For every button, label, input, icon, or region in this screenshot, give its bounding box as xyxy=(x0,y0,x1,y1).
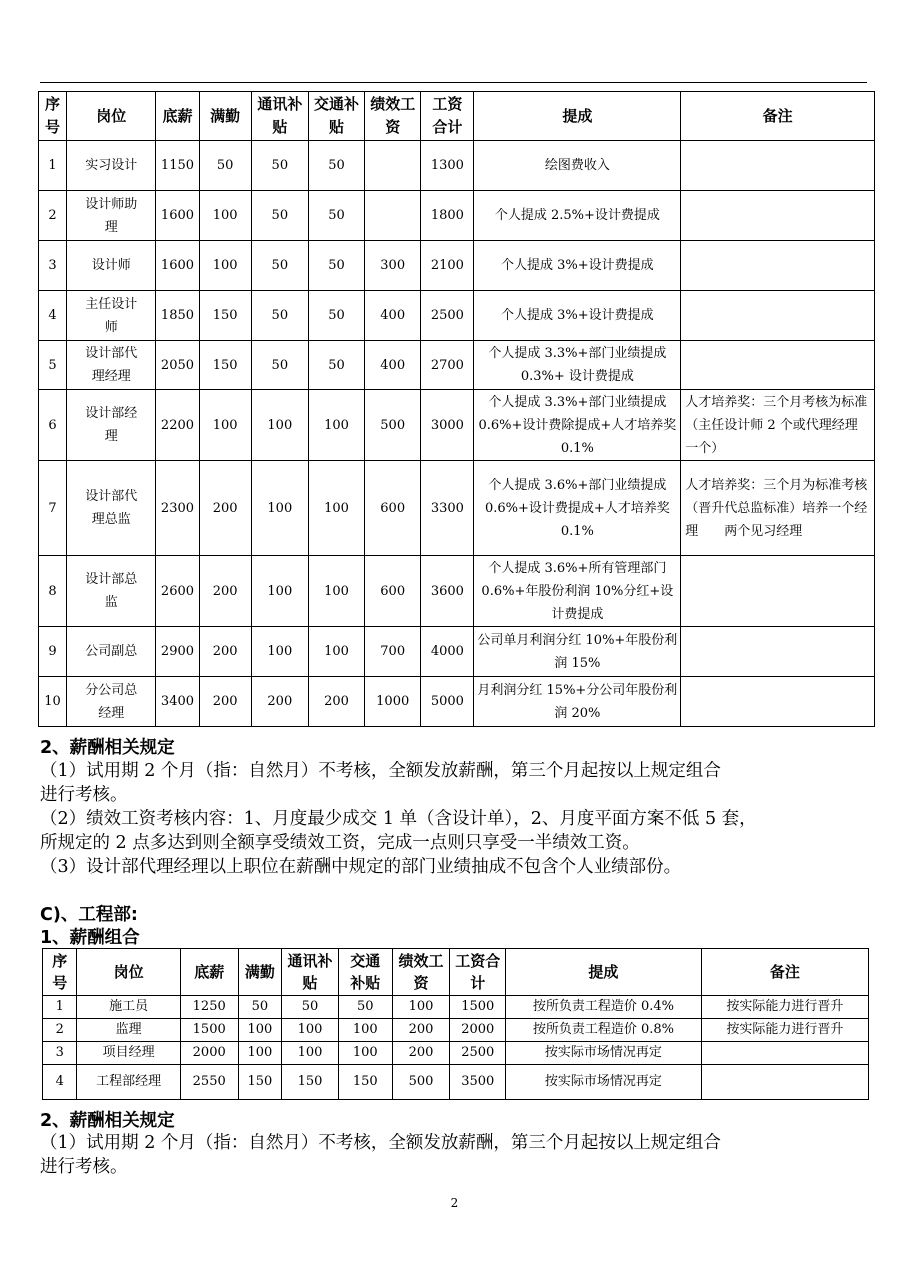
header-cell: 提成 xyxy=(506,949,702,996)
table-cell: 200 xyxy=(199,627,251,677)
table-cell: 按所负责工程造价 0.4% xyxy=(506,996,702,1019)
table-cell: 分公司总经理 xyxy=(67,677,156,727)
table-cell: 2700 xyxy=(421,341,474,390)
table-cell: 8 xyxy=(39,556,67,627)
table-cell: 100 xyxy=(308,461,364,556)
section-heading-salary-rules: 2、薪酬相关规定 xyxy=(40,738,175,758)
table-row xyxy=(43,996,869,1019)
table-cell: 3600 xyxy=(421,556,474,627)
table-cell: 100 xyxy=(251,556,308,627)
table-cell: 个人提成 3.6%+所有管理部门 0.6%+年股份利润 10%分红+设计费提成 xyxy=(474,556,681,627)
table-cell: 3400 xyxy=(156,677,199,727)
table-cell: 100 xyxy=(308,627,364,677)
header-cell: 通讯补贴 xyxy=(282,949,339,996)
table-cell: 个人提成 3%+设计费提成 xyxy=(474,291,681,341)
table-cell: 50 xyxy=(308,291,364,341)
table-cell: 2900 xyxy=(156,627,199,677)
table-cell: 50 xyxy=(238,996,282,1019)
header-cell: 交通补贴 xyxy=(308,92,364,141)
table-cell: 50 xyxy=(308,341,364,390)
table-cell xyxy=(681,341,875,390)
table-cell: 1 xyxy=(39,141,67,191)
table-row xyxy=(39,141,875,191)
header-cell: 工资合计 xyxy=(450,949,506,996)
table-cell: 100 xyxy=(238,1019,282,1042)
table-cell: 2 xyxy=(39,191,67,241)
table-cell: 1800 xyxy=(421,191,474,241)
table-cell: 700 xyxy=(365,627,421,677)
table-cell: 人才培养奖：三个月为标准考核（晋升代总监标准）培养一个经理 两个见习经理 xyxy=(681,461,875,556)
table-cell: 1600 xyxy=(156,191,199,241)
table-cell: 设计部总监 xyxy=(67,556,156,627)
table-cell: 设计师 xyxy=(67,241,156,291)
table-row xyxy=(43,1019,869,1042)
table-cell: 10 xyxy=(39,677,67,727)
table-cell: 300 xyxy=(365,241,421,291)
table-cell: 50 xyxy=(308,141,364,191)
table-cell: 200 xyxy=(199,461,251,556)
table-cell: 按实际市场情况再定 xyxy=(506,1042,702,1065)
table-cell: 按实际市场情况再定 xyxy=(506,1065,702,1100)
table-cell: 2550 xyxy=(180,1065,238,1100)
table-cell: 150 xyxy=(338,1065,392,1100)
table-cell: 3300 xyxy=(421,461,474,556)
header-cell: 序号 xyxy=(43,949,77,996)
table-cell: 绘图费收入 xyxy=(474,141,681,191)
table-cell: 50 xyxy=(251,341,308,390)
table-cell xyxy=(681,677,875,727)
header-cell: 底薪 xyxy=(180,949,238,996)
eng-rule-1-line-b: 进行考核。 xyxy=(40,1157,128,1177)
rule-1-line-a: （1）试用期 2 个月（指：自然月）不考核，全额发放薪酬，第三个月起按以上规定组合 xyxy=(40,761,721,781)
table-cell: 3 xyxy=(43,1042,77,1065)
eng-rule-1-line-a: （1）试用期 2 个月（指：自然月）不考核，全额发放薪酬，第三个月起按以上规定组合 xyxy=(40,1133,721,1153)
table-row xyxy=(39,627,875,677)
table-cell xyxy=(681,556,875,627)
header-cell: 工资合计 xyxy=(421,92,474,141)
table-row xyxy=(39,461,875,556)
table-cell: 2 xyxy=(43,1019,77,1042)
table-cell: 200 xyxy=(392,1042,450,1065)
header-cell: 满勤 xyxy=(199,92,251,141)
table-cell: 监理 xyxy=(77,1019,180,1042)
table-cell: 1850 xyxy=(156,291,199,341)
header-cell: 满勤 xyxy=(238,949,282,996)
table-cell: 200 xyxy=(199,556,251,627)
table-cell: 1500 xyxy=(180,1019,238,1042)
table-cell: 1500 xyxy=(450,996,506,1019)
table-cell: 2100 xyxy=(421,241,474,291)
table-cell: 设计部代理经理 xyxy=(67,341,156,390)
table-row xyxy=(39,677,875,727)
table-cell: 设计师助理 xyxy=(67,191,156,241)
table-cell xyxy=(365,141,421,191)
table-row xyxy=(43,1065,869,1100)
table-cell: 100 xyxy=(338,1042,392,1065)
table-row xyxy=(43,1042,869,1065)
table-cell: 3000 xyxy=(421,390,474,461)
design-salary-table xyxy=(38,91,875,727)
table-cell: 5 xyxy=(39,341,67,390)
table-cell: 施工员 xyxy=(77,996,180,1019)
table-cell: 5000 xyxy=(421,677,474,727)
table-cell xyxy=(701,1065,868,1100)
table-cell: 公司副总 xyxy=(67,627,156,677)
table-cell: 公司单月利润分红 10%+年股份利润 15% xyxy=(474,627,681,677)
table-cell: 工程部经理 xyxy=(77,1065,180,1100)
header-cell: 岗位 xyxy=(67,92,156,141)
header-cell: 备注 xyxy=(701,949,868,996)
table-cell: 200 xyxy=(199,677,251,727)
table-cell: 1 xyxy=(43,996,77,1019)
header-cell: 提成 xyxy=(474,92,681,141)
table-cell: 个人提成 3.6%+部门业绩提成 0.6%+设计费提成+人才培养奖 0.1% xyxy=(474,461,681,556)
table-row xyxy=(39,241,875,291)
table-cell: 2500 xyxy=(450,1042,506,1065)
table-cell: 6 xyxy=(39,390,67,461)
table-cell: 50 xyxy=(251,241,308,291)
table-cell: 200 xyxy=(251,677,308,727)
header-cell: 底薪 xyxy=(156,92,199,141)
engineering-salary-table xyxy=(42,948,869,1100)
engineering-dept-title: C)、工程部: xyxy=(40,905,138,925)
salary-composition-heading: 1、薪酬组合 xyxy=(40,928,140,948)
table-cell: 100 xyxy=(308,556,364,627)
header-cell: 通讯补贴 xyxy=(251,92,308,141)
table-cell: 600 xyxy=(365,556,421,627)
table-cell: 100 xyxy=(392,996,450,1019)
table-cell: 1150 xyxy=(156,141,199,191)
table-cell: 设计部代理总监 xyxy=(67,461,156,556)
table-cell: 1000 xyxy=(365,677,421,727)
table-cell: 个人提成 3%+设计费提成 xyxy=(474,241,681,291)
table-cell: 1250 xyxy=(180,996,238,1019)
table-cell: 主任设计师 xyxy=(67,291,156,341)
table-cell: 150 xyxy=(282,1065,339,1100)
table-cell: 500 xyxy=(392,1065,450,1100)
table-cell: 4 xyxy=(43,1065,77,1100)
table-cell: 500 xyxy=(365,390,421,461)
table-cell: 2500 xyxy=(421,291,474,341)
table-cell: 50 xyxy=(338,996,392,1019)
table-cell: 400 xyxy=(365,341,421,390)
table-cell: 50 xyxy=(308,241,364,291)
rule-3: （3）设计部代理经理以上职位在薪酬中规定的部门业绩抽成不包含个人业绩部份。 xyxy=(40,857,682,877)
table-cell: 按所负责工程造价 0.8% xyxy=(506,1019,702,1042)
table-row xyxy=(39,341,875,390)
table-cell: 100 xyxy=(338,1019,392,1042)
table-cell xyxy=(365,191,421,241)
table-cell: 50 xyxy=(199,141,251,191)
table-cell: 设计部经理 xyxy=(67,390,156,461)
table-cell: 9 xyxy=(39,627,67,677)
table-cell xyxy=(701,1042,868,1065)
table-cell: 50 xyxy=(282,996,339,1019)
page-number: 2 xyxy=(450,1196,459,1210)
table-cell: 100 xyxy=(282,1042,339,1065)
table-cell: 3500 xyxy=(450,1065,506,1100)
design-table-header xyxy=(39,92,875,141)
table-row xyxy=(39,191,875,241)
table-cell: 个人提成 3.3%+部门业绩提成 0.3%+ 设计费提成 xyxy=(474,341,681,390)
table-cell: 1600 xyxy=(156,241,199,291)
table-cell: 月利润分红 15%+分公司年股份利润 20% xyxy=(474,677,681,727)
header-rule xyxy=(40,82,867,83)
table-cell: 1300 xyxy=(421,141,474,191)
table-cell: 100 xyxy=(199,191,251,241)
header-cell: 绩效工资 xyxy=(392,949,450,996)
table-cell: 100 xyxy=(238,1042,282,1065)
table-cell: 项目经理 xyxy=(77,1042,180,1065)
table-cell: 4000 xyxy=(421,627,474,677)
header-cell: 序号 xyxy=(39,92,67,141)
table-cell: 按实际能力进行晋升 xyxy=(701,1019,868,1042)
table-cell: 200 xyxy=(308,677,364,727)
table-cell: 7 xyxy=(39,461,67,556)
table-cell xyxy=(681,291,875,341)
table-cell: 100 xyxy=(251,390,308,461)
table-cell: 2300 xyxy=(156,461,199,556)
table-cell: 200 xyxy=(392,1019,450,1042)
table-cell: 50 xyxy=(251,191,308,241)
rule-2-line-a: （2）绩效工资考核内容：1、月度最少成交 1 单（含设计单），2、月度平面方案不低 5 套， xyxy=(40,809,757,829)
header-cell: 交通补贴 xyxy=(338,949,392,996)
table-cell: 100 xyxy=(251,627,308,677)
rule-2-line-b: 所规定的 2 点多达到则全额享受绩效工资，完成一点则只享受一半绩效工资。 xyxy=(40,833,640,853)
table-cell: 100 xyxy=(308,390,364,461)
table-cell: 400 xyxy=(365,291,421,341)
table-cell xyxy=(681,241,875,291)
table-cell: 个人提成 3.3%+部门业绩提成 0.6%+设计费除提成+人才培养奖 0.1% xyxy=(474,390,681,461)
engineering-table-header xyxy=(43,949,869,996)
table-cell: 50 xyxy=(251,291,308,341)
header-cell: 岗位 xyxy=(77,949,180,996)
table-cell: 100 xyxy=(251,461,308,556)
header-cell: 备注 xyxy=(681,92,875,141)
table-cell xyxy=(681,627,875,677)
table-cell: 150 xyxy=(199,341,251,390)
section-heading-salary-rules-2: 2、薪酬相关规定 xyxy=(40,1111,175,1131)
table-cell: 150 xyxy=(238,1065,282,1100)
table-cell: 50 xyxy=(251,141,308,191)
table-cell: 实习设计 xyxy=(67,141,156,191)
table-cell xyxy=(681,191,875,241)
table-cell: 2000 xyxy=(180,1042,238,1065)
table-row xyxy=(39,390,875,461)
table-cell: 100 xyxy=(199,241,251,291)
rule-1-line-b: 进行考核。 xyxy=(40,785,128,805)
table-row xyxy=(39,291,875,341)
table-row xyxy=(39,556,875,627)
table-cell: 100 xyxy=(282,1019,339,1042)
table-cell: 2200 xyxy=(156,390,199,461)
table-cell: 2000 xyxy=(450,1019,506,1042)
table-cell: 4 xyxy=(39,291,67,341)
table-cell: 3 xyxy=(39,241,67,291)
header-cell: 绩效工资 xyxy=(365,92,421,141)
table-cell: 按实际能力进行晋升 xyxy=(701,996,868,1019)
table-cell: 50 xyxy=(308,191,364,241)
table-cell: 100 xyxy=(199,390,251,461)
table-cell: 2050 xyxy=(156,341,199,390)
table-cell: 人才培养奖：三个月考核为标准（主任设计师 2 个或代理经理一个） xyxy=(681,390,875,461)
table-cell: 个人提成 2.5%+设计费提成 xyxy=(474,191,681,241)
table-cell: 150 xyxy=(199,291,251,341)
table-cell: 600 xyxy=(365,461,421,556)
table-cell xyxy=(681,141,875,191)
table-cell: 2600 xyxy=(156,556,199,627)
